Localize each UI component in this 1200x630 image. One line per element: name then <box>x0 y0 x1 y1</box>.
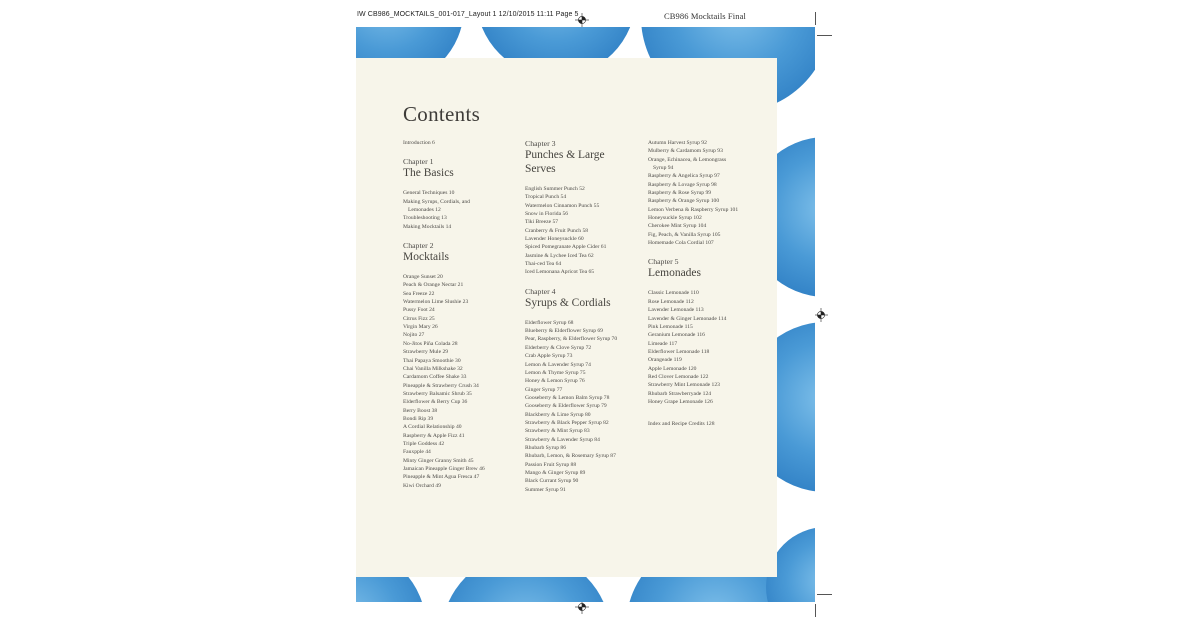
toc-entry: Strawberry & Lavender Syrup 84 <box>525 436 600 443</box>
toc-entry: Black Currant Syrup 90 <box>525 478 579 485</box>
toc-entry: Cardamom Coffee Shake 33 <box>403 374 467 381</box>
toc-entry: Raspberry & Apple Fizz 41 <box>403 432 465 439</box>
toc-entry: Pineapple & Mint Agua Fresca 47 <box>403 474 480 481</box>
toc-entry: Lavender Lemonade 113 <box>648 307 704 314</box>
toc-entry: Tiki Breeze 57 <box>525 219 559 226</box>
toc-entry: A Cordial Relationship 40 <box>403 424 462 431</box>
toc-entry: Making Syrups, Cordials, and <box>403 198 470 205</box>
crop-mark-bottom-right-v <box>815 604 816 617</box>
toc-entry: Gooseberry & Lemon Balm Syrup 78 <box>525 394 610 401</box>
toc-entry: Gooseberry & Elderflower Syrup 79 <box>525 403 607 410</box>
toc-entry: Raspberry & Lovage Syrup 98 <box>648 181 717 188</box>
toc-entry: Mulberry & Cardamom Syrup 93 <box>648 148 723 155</box>
registration-mark-right-icon <box>814 308 828 322</box>
toc-entry: Citrus Fizz 25 <box>403 315 435 322</box>
toc-entry: Pineapple & Strawberry Crush 34 <box>403 382 479 389</box>
toc-entry: Raspberry & Angelica Syrup 97 <box>648 173 720 180</box>
chapter-3-title-line-1: Punches & Large <box>525 149 605 161</box>
toc-entry: Syrup 94 <box>653 165 674 172</box>
crop-mark-top-right-h <box>817 35 832 36</box>
toc-entry: Blackberry & Lime Syrup 80 <box>525 411 591 418</box>
spacer <box>648 406 772 420</box>
toc-entry: Pink Lemonade 115 <box>648 323 693 330</box>
toc-entry: Strawberry Mule 29 <box>403 349 449 356</box>
toc-entry: Blueberry & Elderflower Syrup 69 <box>525 328 603 335</box>
toc-entry: Strawberry Mint Lemonade 123 <box>648 382 720 389</box>
toc-entry: English Summer Punch 52 <box>525 186 585 192</box>
toc-entry: Thai Papaya Smoothie 30 <box>403 357 461 364</box>
toc-entry: Thai-ced Tea 64 <box>525 261 562 268</box>
crop-mark-bottom-right-h <box>817 594 832 595</box>
toc-entry: Honey & Lemon Syrup 76 <box>525 378 585 385</box>
chapter-3-entries <box>525 185 643 277</box>
toc-entry: Cranberry & Fruit Punch 58 <box>525 227 589 234</box>
toc-entry: Strawberry Balsamic Shrub 35 <box>403 390 472 397</box>
chapter-1-label: Chapter 1 <box>403 157 434 167</box>
toc-entry-index: Index and Recipe Credits 128 <box>648 421 715 428</box>
toc-entry: Jasmine & Lychee Iced Tea 62 <box>525 252 594 259</box>
registration-mark-bottom-icon <box>575 600 589 614</box>
toc-column-2 <box>525 139 643 494</box>
chapter-3-label: Chapter 3 <box>525 139 556 148</box>
chapter-4-label: Chapter 4 <box>525 286 556 296</box>
crop-mark-top-right-v <box>815 12 816 25</box>
toc-entry: Lemon & Thyme Syrup 75 <box>525 369 586 376</box>
toc-entry: Snow in Florida 56 <box>525 211 569 218</box>
toc-entry: Lavender & Ginger Lemonade 114 <box>648 315 727 322</box>
toc-entry: General Techniques 10 <box>403 190 455 197</box>
chapter-5-label: Chapter 5 <box>648 257 679 267</box>
toc-entry: Homemade Cola Cordial 107 <box>648 240 714 247</box>
chapter-2-label: Chapter 2 <box>403 241 434 251</box>
toc-entry: Lavender Honeysuckle 60 <box>525 236 584 243</box>
toc-entry: Classic Lemonade 110 <box>648 290 699 297</box>
toc-entry: Bondi Rip 39 <box>403 415 434 422</box>
toc-entry: Crab Apple Syrup 73 <box>525 353 573 360</box>
toc-entry: Apple Lemonade 120 <box>648 365 697 372</box>
slug-file-info: IW CB986_MOCKTAILS_001-017_Layout 1 12/10/2015 11:11 Page 5 <box>357 11 579 18</box>
toc-entry: Elderflower Lemonade 118 <box>648 348 710 355</box>
toc-entry: Orange Sunset 20 <box>403 274 443 281</box>
toc-entry: Watermelon Lime Slushie 23 <box>403 299 469 306</box>
toc-entry: Raspberry & Rose Syrup 99 <box>648 190 712 197</box>
toc-entry: Ginger Syrup 77 <box>525 386 563 393</box>
toc-entry: Elderflower & Berry Cup 36 <box>403 399 468 406</box>
toc-entry: Strawberry & Black Pepper Syrup 82 <box>525 419 609 426</box>
chapter-5-title: Lemonades <box>648 267 702 280</box>
chapter-5-entries <box>648 289 772 406</box>
toc-entry: Kiwi Orchard 49 <box>403 482 441 489</box>
toc-entry: Honeysuckle Syrup 102 <box>648 215 702 222</box>
page-title: Contents <box>403 102 481 126</box>
toc-entry: Passion Fruit Syrup 88 <box>525 461 577 468</box>
toc-entry: Jamaican Pineapple Ginger Brew 46 <box>403 465 485 472</box>
toc-entry: Lemon & Lavender Syrup 74 <box>525 361 591 368</box>
chapter-2-entries <box>403 273 521 490</box>
toc-entry: Limeade 117 <box>648 340 678 347</box>
toc-entry: Tropical Punch 54 <box>525 194 567 201</box>
toc-entry: Honey Grape Lemonade 126 <box>648 398 713 405</box>
toc-entry: No-Jitos Piña Colada 28 <box>403 340 458 347</box>
toc-entry: Sea Freeze 22 <box>403 290 435 297</box>
toc-entry: Rose Lemonade 112 <box>648 298 694 305</box>
toc-column-1 <box>403 139 521 490</box>
toc-entry: Autumn Harvest Syrup 92 <box>648 140 707 146</box>
toc-entry: Minty Ginger Granny Smith 45 <box>403 457 474 464</box>
toc-entry: Lemon Verbena & Raspberry Syrup 101 <box>648 206 739 213</box>
toc-entry: Orangeade 119 <box>648 357 682 364</box>
slug-title: CB986 Mocktails Final <box>664 11 746 21</box>
toc-entry: Raspberry & Orange Syrup 100 <box>648 198 720 205</box>
toc-entry: Peach & Orange Nectar 21 <box>403 282 464 289</box>
book-page <box>356 27 815 602</box>
toc-entry: Chai Vanilla Milkshake 32 <box>403 365 463 372</box>
toc-entry: Elderflower Syrup 68 <box>525 319 574 326</box>
toc-entry-introduction: Introduction 6 <box>403 140 435 146</box>
chapter-4-title: Syrups & Cordials <box>525 296 611 309</box>
chapter-4-entries <box>525 319 643 494</box>
toc-entry: Fig, Peach, & Vanilla Syrup 105 <box>648 231 721 238</box>
toc-entry: Pussy Foot 24 <box>403 307 435 314</box>
toc-entry: Lemonades 12 <box>408 207 441 214</box>
toc-entry: Rhubarb Syrup 86 <box>525 444 567 451</box>
toc-entry: Strawberry & Mint Syrup 83 <box>525 428 590 435</box>
chapter-2-title: Mocktails <box>403 251 449 264</box>
toc-entry: Summer Syrup 91 <box>525 486 566 493</box>
chapter-3-title-line-2: Serves <box>525 163 556 175</box>
toc-entry: Orange, Echinacea, & Lemongrass <box>648 156 727 163</box>
toc-entry: Rhubarb Strawberryade 124 <box>648 390 712 397</box>
chapter-1-title: The Basics <box>403 167 454 180</box>
toc-entry: Cherokee Mint Syrup 104 <box>648 223 707 230</box>
toc-entry: Watermelon Cinnamon Punch 55 <box>525 202 600 209</box>
toc-entry: Troubleshooting 13 <box>403 215 447 222</box>
toc-entry: Red Clover Lemonade 122 <box>648 373 709 380</box>
chapter-4-continued-entries <box>648 139 772 247</box>
toc-entry: Elderberry & Clove Syrup 72 <box>525 344 592 351</box>
toc-entry: Virgin Mary 26 <box>403 324 438 331</box>
toc-entry: Iced Lemonana Apricot Tea 65 <box>525 269 595 276</box>
toc-entry: Geranium Lemonade 116 <box>648 332 705 339</box>
toc-entry: Fauxpple 44 <box>403 449 431 456</box>
toc-entry: Nojito 27 <box>403 332 425 339</box>
toc-entry: Rhubarb, Lemon, & Rosemary Syrup 87 <box>525 453 616 460</box>
toc-entry: Making Mocktails 14 <box>403 223 452 230</box>
registration-mark-top-icon <box>575 13 589 27</box>
toc-column-3 <box>648 139 772 429</box>
toc-entry: Pear, Raspberry, & Elderflower Syrup 70 <box>525 336 618 343</box>
toc-entry: Mango & Ginger Syrup 89 <box>525 469 586 476</box>
toc-entry: Triple Goddess 42 <box>403 440 445 447</box>
toc-entry: Spiced Pomegranate Apple Cider 61 <box>525 244 607 251</box>
toc-entry: Berry Boost 38 <box>403 407 438 414</box>
